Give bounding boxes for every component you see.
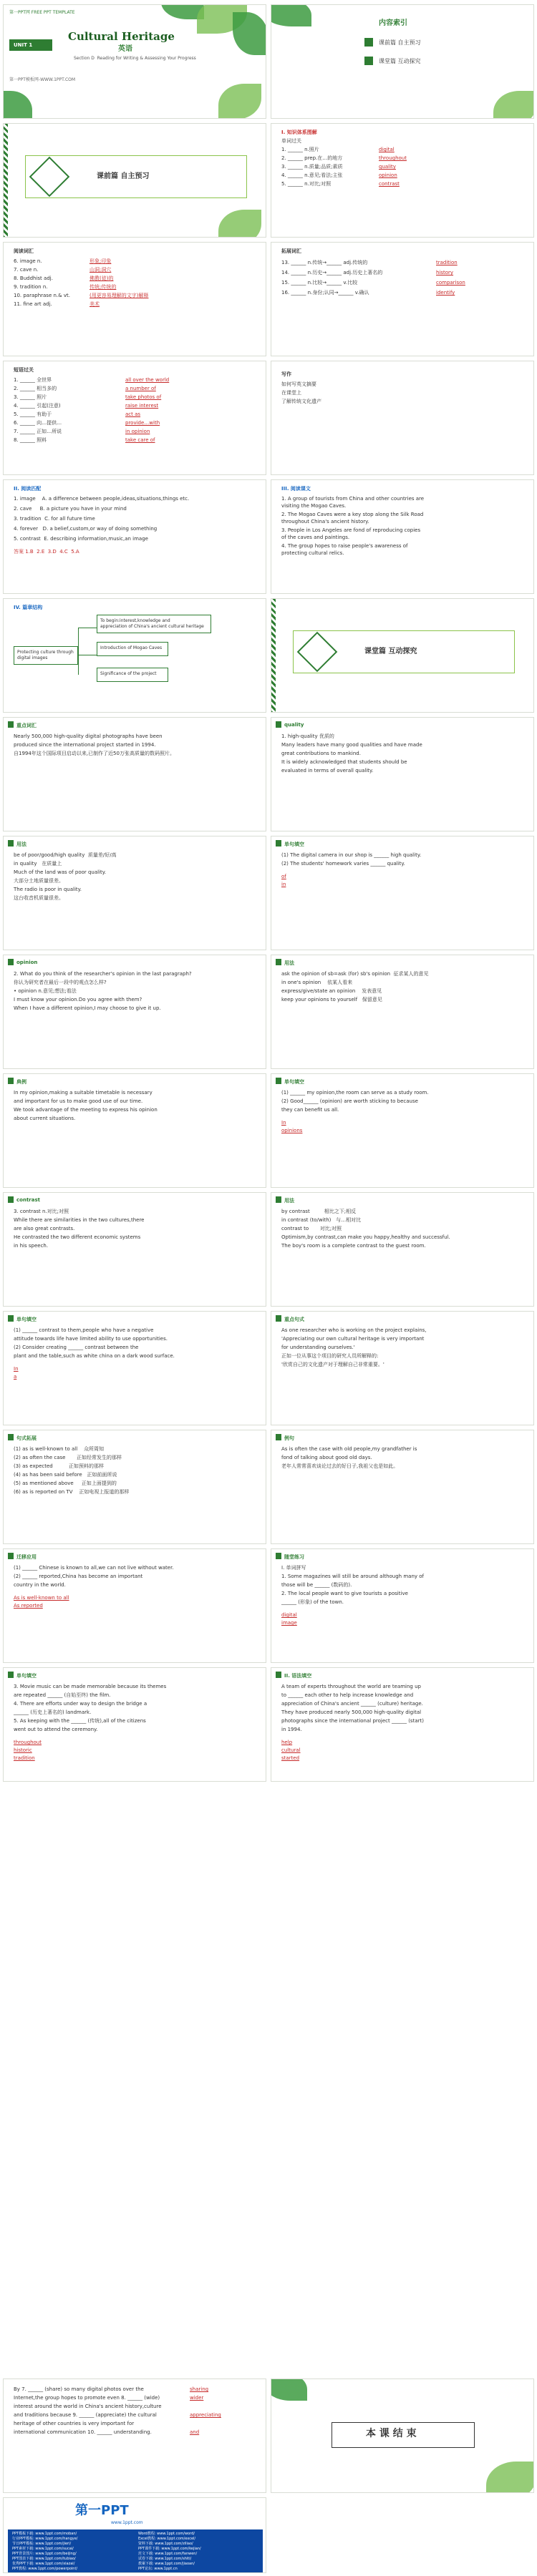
content-slide[interactable]	[271, 1548, 534, 1663]
slide-line: went out to attend the ceremony.	[14, 1727, 98, 1732]
slide-heading: contrast	[16, 1197, 40, 1203]
phrase-line: 2. ______ 相当多的	[14, 386, 57, 391]
toc-slide[interactable]	[271, 4, 534, 119]
slide-line: and important for us to make good use of our time.	[14, 1098, 143, 1104]
words1-answer: digital	[379, 147, 395, 152]
words2-answer: 佛教(徒)的	[90, 275, 114, 281]
heading-marker	[8, 1078, 14, 1084]
ad-links	[8, 2529, 263, 2572]
slide-line: they can benefit us all.	[281, 1107, 339, 1113]
content-slide[interactable]	[271, 955, 534, 1069]
closing-ex-answer: sharing	[190, 2386, 209, 2392]
closing-ex-line: interest around the world in China's ancient history,culture	[14, 2404, 162, 2409]
row-5	[3, 479, 534, 594]
read-line: visiting the Mogao Caves.	[281, 503, 347, 509]
slide-line: We took advantage of the meeting to express his opinion	[14, 1107, 158, 1113]
words1-line: 3. ______ n.质量;品质;素质	[281, 164, 343, 170]
words1-answer: quality	[379, 164, 396, 170]
match-line: 3. tradition C. for all future time	[14, 516, 95, 522]
slide-heading: 例句	[284, 1435, 294, 1441]
section-label: Section D Reading for Writing & Assessing Your Progress	[74, 56, 196, 61]
ad-link[interactable]: 节日PPT模板: www.1ppt.com/jieri/	[12, 2542, 72, 2546]
toc-item-preview[interactable]: 课前篇 自主预习	[379, 39, 421, 46]
words1-answer: opinion	[379, 172, 397, 178]
slide-line: attitude towards life have limited ability to use opportunities.	[14, 1336, 168, 1342]
slide-heading: 单句填空	[284, 1079, 304, 1085]
content-slide[interactable]	[271, 836, 534, 950]
phrase-answer: in opinion	[125, 429, 150, 434]
content-slide[interactable]	[3, 1430, 266, 1544]
answer-text: As is well-known to all	[14, 1595, 69, 1601]
phrase-answer: take photos of	[125, 394, 162, 400]
match-heading: II. 阅读匹配	[14, 486, 42, 492]
words3-answer: tradition	[436, 260, 458, 265]
content-row	[3, 1548, 534, 1663]
content-row	[3, 955, 534, 1069]
slide-line: 这台收音机质量很差。	[14, 895, 64, 901]
row-1	[3, 4, 534, 119]
ad-logo: 第一PPT	[75, 2503, 129, 2518]
slide-heading: 用法	[284, 960, 294, 966]
words3-answer: identify	[436, 290, 455, 296]
slide-line: '欣赏自己的文化遗产对于理解自己非常重要。'	[281, 1362, 384, 1367]
closing-ex-answer: and	[190, 2429, 200, 2435]
read-line: throughout China's ancient history.	[281, 519, 369, 525]
ad-link[interactable]: 教案下载: www.1ppt.com/jiaoan/	[138, 2562, 195, 2566]
toc-item-interact[interactable]: 课堂篇 互动探究	[379, 58, 421, 64]
phrase-line: 6. ______ 向…提供…	[14, 420, 62, 426]
heading-marker	[276, 840, 281, 847]
heading-marker	[276, 1196, 281, 1203]
slide-line: are also great contrasts.	[14, 1226, 75, 1231]
answer-text: opinions	[281, 1128, 303, 1133]
slide-line: to ______ each other to help increase knowledge and	[281, 1692, 414, 1698]
answer-text: in	[281, 882, 286, 887]
slide-heading: opinion	[16, 960, 38, 965]
slide-line: express/give/state an opinion 发表意见	[281, 988, 382, 994]
content-slide[interactable]	[3, 836, 266, 950]
slide-line: 老年人常常喜欢谈论过去的好日子,我祖父也是如此。	[281, 1463, 399, 1469]
writing-line: 如何写英文摘要	[281, 381, 316, 387]
slide-line: He contrasted the two different economic systems	[14, 1234, 141, 1240]
ad-link[interactable]: Excel教程: www.1ppt.com/excel/	[138, 2537, 196, 2541]
preview-title-slide[interactable]	[3, 123, 266, 238]
slide-heading: 单句填空	[16, 1317, 37, 1322]
words1-line: 1. ______ n.照片	[281, 147, 319, 152]
words2-line: 11. fine art adj.	[14, 301, 52, 307]
content-slide[interactable]	[271, 1667, 534, 1782]
phrase-line: 1. ______ 全世界	[14, 377, 52, 383]
phrase-line: 8. ______ 照料	[14, 437, 47, 443]
slide-line: Nearly 500,000 high-quality digital photographs have been	[14, 733, 163, 739]
read-line: 2. The Mogao Caves were a key stop along the Silk Road	[281, 512, 424, 517]
slide-line: I. 单词拼写	[281, 1565, 306, 1571]
map-box-intro: To begin:interest,knowledge and appreciation of China's ancient cultural heritage	[97, 615, 211, 633]
content-slide[interactable]	[3, 955, 266, 1069]
writing-heading: 写作	[281, 371, 291, 377]
slide-line: by contrast 相比之下;相反	[281, 1209, 357, 1214]
slide-line: 1. high-quality 优质的	[281, 733, 334, 739]
read-heading: III. 阅读课文	[281, 486, 311, 492]
unit-label: UNIT 1	[14, 42, 33, 48]
slide-line: great contributions to mankind.	[281, 751, 361, 756]
slide-line: country in the world.	[14, 1582, 66, 1588]
heading-marker	[276, 1434, 281, 1440]
heading-marker	[276, 721, 281, 728]
slide-line: It is widely acknowledged that students should be	[281, 759, 407, 765]
slide-line: (1) as is well-known to all 众所周知	[14, 1446, 105, 1452]
slide-line: They have produced nearly 500,000 high-quality digital	[281, 1709, 422, 1715]
words1-answer: contrast	[379, 181, 400, 187]
answer-text: started	[281, 1755, 300, 1761]
slide-heading: 重点词汇	[16, 723, 37, 728]
answer-text: In	[14, 1366, 19, 1372]
slide-line: for understanding ourselves.'	[281, 1345, 355, 1350]
slide-line: appreciation of China's ancient ______ (culture) heritage.	[281, 1701, 423, 1707]
words2-line: 9. tradition n.	[14, 284, 48, 290]
match-line: 1. image A. a difference between people,ideas,situations,things etc.	[14, 496, 190, 502]
ad-link[interactable]: 资料下载: www.1ppt.com/ziliao/	[138, 2542, 193, 2546]
content-slide[interactable]	[3, 1192, 266, 1307]
slide-line: I must know your opinion.Do you agree with them?	[14, 997, 142, 1002]
phrase-answer: a number of	[125, 386, 156, 391]
slide-line: (2) as often the case 正如经常发生的那样	[14, 1455, 122, 1460]
slide-line: ______ (形象) of the town.	[281, 1599, 344, 1605]
slide-line: 4. There are efforts under way to design the bridge a	[14, 1701, 147, 1707]
ad-link[interactable]: PPT素材下载: www.1ppt.com/sucai/	[12, 2547, 74, 2551]
slide-heading: 重点句式	[284, 1317, 304, 1322]
answer-text: historic	[14, 1747, 32, 1753]
heading-marker	[8, 1196, 14, 1203]
heading-marker	[276, 1315, 281, 1322]
phrase-line: 3. ______ 照片	[14, 394, 47, 400]
slide-line: (5) as mentioned above 正如上面提到的	[14, 1480, 117, 1486]
words2-slide[interactable]	[3, 242, 266, 356]
cover-footer: 第一PPT模板网-WWW.1PPT.COM	[9, 77, 76, 82]
content-slide[interactable]	[3, 717, 266, 831]
heading-marker	[276, 959, 281, 965]
ad-link[interactable]: PPT教程: www.1ppt.com/powerpoint/	[12, 2567, 78, 2571]
ad-link[interactable]: 优秀PPT下载: www.1ppt.com/xiazai/	[12, 2562, 75, 2566]
closing-ex-line: and traditions because 9. ______ (appreciate) the cultural	[14, 2412, 157, 2418]
exercise-continue-slide[interactable]	[3, 2379, 266, 2493]
ad-link[interactable]: 行业PPT模板: www.1ppt.com/hangye/	[12, 2537, 78, 2541]
slide-line: 3. Movie music can be made memorable because its themes	[14, 1684, 167, 1689]
content-slide[interactable]	[271, 1430, 534, 1544]
subject-label: 英语	[118, 45, 132, 53]
answer-text: tradition	[14, 1755, 35, 1761]
words1-sub: 单词过关	[281, 138, 301, 144]
interact-title-slide[interactable]	[271, 598, 534, 713]
slide-line: The boy's room is a complete contrast to the guest room.	[281, 1243, 426, 1249]
slide-heading: 用法	[284, 1198, 294, 1204]
answer-text: help	[281, 1740, 293, 1745]
slide-line: (2) The students' homework varies ______ quality.	[281, 861, 405, 867]
heading-marker	[8, 1672, 14, 1678]
words1-slide[interactable]	[271, 123, 534, 238]
answer-text: a	[14, 1374, 17, 1380]
phrase-line: 5. ______ 有助于	[14, 411, 52, 417]
slide-line: (1) The digital camera in our shop is ______ high quality.	[281, 852, 422, 858]
structure-map-slide[interactable]	[3, 598, 266, 713]
slide-line: in one's opinion 依某人看来	[281, 980, 353, 985]
slide-line: • opinion n.意见;想法;看法	[14, 988, 77, 994]
words2-answer: 传统;传统的	[90, 284, 117, 290]
ad-link[interactable]: PPT模板下载: www.1ppt.com/moban/	[12, 2532, 77, 2536]
phrases-heading: 短语过关	[14, 367, 34, 373]
slide-line: in quality 在质量上	[14, 861, 62, 867]
closing-ex-answer: wider	[190, 2395, 204, 2401]
content-row	[3, 836, 534, 950]
words2-answer: 美术	[90, 301, 100, 307]
content-slide[interactable]	[271, 1311, 534, 1425]
match-line: 4. forever D. a belief,custom,or way of doing something	[14, 526, 158, 532]
phrases-slide[interactable]	[3, 361, 266, 475]
answer-text: As reported	[14, 1603, 43, 1609]
words1-heading: I. 知识体系图解	[281, 130, 317, 135]
phrase-answer: act as	[125, 411, 141, 417]
slide-line: produced since the international project started in 1994.	[14, 742, 156, 748]
phrase-line: 7. ______ 正如…所说	[14, 429, 62, 434]
words3-answer: history	[436, 270, 454, 275]
heading-marker	[8, 1434, 14, 1440]
slide-line: ask the opinion of sb=ask (for) sb's opinion 征求某人的意见	[281, 971, 429, 977]
content-slide[interactable]	[271, 717, 534, 831]
map-box-main: Protecting culture through digital images	[14, 646, 78, 665]
slide-line: in 1994.	[281, 1727, 302, 1732]
row-3	[3, 242, 534, 356]
slide-line: 2. The local people want to give tourists a positive	[281, 1591, 408, 1596]
words3-answer: comparison	[436, 280, 465, 286]
slide-line: those will be ______ (数码的).	[281, 1582, 352, 1588]
slide-line: contrast to 对比;对照	[281, 1226, 342, 1231]
answer-text: cultural	[281, 1747, 301, 1753]
ad-link[interactable]: PPT论坛: www.1ppt.cn	[138, 2567, 178, 2571]
phrase-answer: provide…with	[125, 420, 160, 426]
row-4	[3, 361, 534, 475]
slide-heading: 句式拓展	[16, 1435, 37, 1441]
slide-line: 你认为研究者在最后一段中的观点怎么样?	[14, 980, 107, 985]
slide-line: ______ (历史上著名的) landmark.	[14, 1709, 92, 1715]
brand-text: 第一PPT网 FREE PPT TEMPLATE	[9, 10, 75, 15]
read-line: 1. A group of tourists from China and other countries are	[281, 496, 425, 502]
slide-heading: 单句填空	[16, 1673, 37, 1679]
slide-line: Many leaders have many good qualities and have made	[281, 742, 422, 748]
row-6	[3, 598, 534, 713]
ad-link[interactable]: PPT课件下载: www.1ppt.com/kejian/	[138, 2547, 201, 2551]
heading-marker	[8, 1315, 14, 1322]
slide-heading: 单句填空	[284, 841, 304, 847]
answer-text: throughout	[14, 1740, 42, 1745]
content-slide[interactable]	[271, 1073, 534, 1188]
closing-title: 本 课 结 束	[366, 2428, 417, 2439]
ad-row	[3, 2497, 534, 2573]
match-line: 5. contrast E. describing information,music,an image	[14, 536, 148, 542]
slide-line: (2) Good______ (opinion) are worth sticking to because	[281, 1098, 418, 1104]
read-line: 4. The group hopes to raise people's awareness of	[281, 543, 408, 549]
words3-line: 16. ______ n.身份;认同→______ v.确认	[281, 290, 369, 296]
answer-text: of	[281, 874, 286, 879]
slide-line: are repeated ______ (自始至终) the film.	[14, 1692, 111, 1698]
slide-line: be of poor/good/high quality 质量差/好/高	[14, 852, 117, 858]
read-line: of the caves and paintings.	[281, 535, 350, 540]
read-line: protecting cultural relics.	[281, 550, 344, 556]
content-row	[3, 1192, 534, 1307]
match-slide[interactable]	[3, 479, 266, 594]
slide-heading: 典例	[16, 1079, 26, 1085]
writing-slide[interactable]	[271, 361, 534, 475]
words3-heading: 拓展词汇	[281, 248, 301, 254]
closing-ex-line: heritage of other countries is very important for	[14, 2421, 135, 2426]
slide-line: plant and the table,such as white china on a dark wood surface.	[14, 1353, 175, 1359]
words2-line: 6. image n.	[14, 258, 42, 264]
slide-line: When I have a different opinion,I may choose to give it up.	[14, 1005, 161, 1011]
slide-line: 1. Some magazines will still be around although many of	[281, 1574, 425, 1579]
slide-line: about current situations.	[14, 1116, 76, 1121]
ad-link[interactable]: 试卷下载: www.1ppt.com/shiti/	[138, 2557, 192, 2561]
content-row	[3, 1073, 534, 1188]
writing-line: 在课堂上	[281, 390, 301, 396]
slide-line: (3) as expected 正如预料的那样	[14, 1463, 104, 1469]
content-slide[interactable]	[271, 1192, 534, 1307]
words3-line: 14. ______ n.历史→______ adj.历史上著名的	[281, 270, 383, 275]
slide-line: A team of experts throughout the world are teaming up	[281, 1684, 421, 1689]
words2-answer: 山洞;洞穴	[90, 267, 112, 273]
writing-line: 了解传统文化遗产	[281, 399, 321, 404]
content-row	[3, 1311, 534, 1425]
slide-line: in contrast (to/with) 与…相对比	[281, 1217, 362, 1223]
content-row	[3, 1667, 534, 1782]
match-answer: 答案 1.B 2.E 3.D 4.C 5.A	[14, 549, 79, 555]
heading-marker	[8, 840, 14, 847]
slide-line: 5. As keeping with the ______ (传统),all of the citizens	[14, 1718, 146, 1724]
content-row	[3, 717, 534, 831]
slide-line: 'Appreciating our own cultural heritage is very important	[281, 1336, 425, 1342]
slide-line: keep your opinions to yourself 保留意见	[281, 997, 382, 1002]
phrase-answer: take care of	[125, 437, 155, 443]
interact-title: 课堂篇 互动探究	[364, 648, 417, 655]
preview-title: 课前篇 自主预习	[97, 172, 150, 180]
slide-line: evaluated in terms of overall quality.	[281, 768, 374, 774]
read-line: 3. People in Los Angeles are fond of reproducing copies	[281, 527, 421, 533]
slide-line: photographs since the international project ______ (start)	[281, 1718, 424, 1724]
slide-heading: II. 语法填空	[284, 1673, 312, 1679]
slide-line: in his speech.	[14, 1243, 49, 1249]
answer-text: image	[281, 1620, 297, 1626]
content-row	[3, 1430, 534, 1544]
slide-line: In my opinion,making a suitable timetable is necessary	[14, 1090, 153, 1096]
slide-line: As is often the case with old people,my grandfather is	[281, 1446, 417, 1452]
slide-line: Optimism,by contrast,can make you happy,healthy and successful.	[281, 1234, 450, 1240]
map-box-significance: Significance of the project	[97, 668, 168, 682]
slide-line: Much of the land was of poor quality.	[14, 869, 107, 875]
slide-heading: 随堂练习	[284, 1554, 304, 1560]
slide-heading: 迁移应用	[16, 1554, 37, 1560]
words1-line: 2. ______ prep.在…的地方	[281, 155, 343, 161]
closing-slide[interactable]	[271, 2379, 534, 2493]
ad-slide[interactable]	[3, 2497, 266, 2573]
closing-ex-line: By 7. ______ (share) so many digital photos over the	[14, 2386, 144, 2392]
closing-ex-line: Internet,the group hopes to promote even 8. ______ (wide)	[14, 2395, 160, 2401]
slide-line: While there are similarities in the two cultures,there	[14, 1217, 145, 1223]
heading-marker	[8, 1553, 14, 1559]
closing-ex-line: international communication 10. ______ understanding.	[14, 2429, 152, 2435]
slide-line: fond of talking about good old days.	[281, 1455, 372, 1460]
answer-text: In	[281, 1120, 286, 1126]
slide-line: 3. contrast n.对比;对照	[14, 1209, 69, 1214]
words2-line: 10. paraphrase n.& vt.	[14, 293, 70, 298]
closing-ex-answer: appreciating	[190, 2412, 221, 2418]
reading-slide[interactable]	[271, 479, 534, 594]
content-slide[interactable]	[3, 1073, 266, 1188]
slide-line: (2) Consider creating ______ contrast between the	[14, 1345, 139, 1350]
ad-url[interactable]: www.1ppt.com	[111, 2520, 143, 2525]
row-2	[3, 123, 534, 238]
content-slide[interactable]	[3, 1548, 266, 1663]
words2-answer: (用更容易理解的文字)解释	[90, 293, 149, 298]
ad-link[interactable]: Word教程: www.1ppt.com/word/	[138, 2532, 195, 2536]
slide-line: (6) as is reported on TV 正如电视上报道的那样	[14, 1489, 130, 1495]
cover-slide[interactable]	[3, 4, 266, 119]
slide-line: (1) ______ my opinion,the room can serve as a study room.	[281, 1090, 429, 1096]
cover-title: Cultural Heritage	[68, 30, 175, 43]
slide-line: (1) ______ contrast to them,people who have a negative	[14, 1327, 154, 1333]
row-closing	[3, 2379, 534, 2493]
words3-line: 15. ______ n.比较→______ v.比较	[281, 280, 358, 286]
phrase-line: 4. ______ 引起(注意)	[14, 403, 61, 409]
slide-line: 大部分土地质量很差。	[14, 878, 64, 884]
slide-line: As one researcher who is working on the project explains,	[281, 1327, 427, 1333]
content-slide[interactable]	[3, 1311, 266, 1425]
slide-line: 自1994年这个国际项目启动以来,已制作了近50万张高质量的数码照片。	[14, 751, 175, 756]
heading-marker	[276, 1672, 281, 1678]
heading-marker	[8, 959, 14, 965]
map-box-caves: Introduction of Mogao Caves	[97, 642, 168, 656]
slide-line: 正如一位从事这个项目的研究人员所解释的:	[281, 1353, 379, 1359]
toc-title: 内容索引	[379, 19, 407, 27]
heading-marker	[276, 1078, 281, 1084]
words1-line: 5. ______ n.对比;对照	[281, 181, 332, 187]
ad-link[interactable]: 范文下载: www.1ppt.com/fanwen/	[138, 2552, 198, 2556]
slide-line: 2. What do you think of the researcher's opinion in the last paragraph?	[14, 971, 192, 977]
words2-line: 7. cave n.	[14, 267, 39, 273]
slide-line: (2) ______ reported,China has become an important	[14, 1574, 143, 1579]
ad-link[interactable]: PPT背景图片: www.1ppt.com/beijing/	[12, 2552, 77, 2556]
match-line: 2. cave B. a picture you have in your mind	[14, 506, 127, 512]
heading-marker	[8, 721, 14, 728]
words1-answer: throughout	[379, 155, 407, 161]
map-heading: IV. 篇章结构	[14, 605, 43, 610]
slide-line: (1) ______ Chinese is known to all,we can not live without water.	[14, 1565, 174, 1571]
heading-marker	[276, 1553, 281, 1559]
ad-link[interactable]: PPT图表下载: www.1ppt.com/tubiao/	[12, 2557, 76, 2561]
words2-heading: 阅读词汇	[14, 248, 34, 254]
slide-heading: 用法	[16, 841, 26, 847]
slide-heading: quality	[284, 722, 304, 728]
phrase-answer: raise interest	[125, 403, 159, 409]
slide-line: The radio is poor in quality.	[14, 887, 82, 892]
phrase-answer: all over the world	[125, 377, 170, 383]
slide-line: (4) as has been said before 正如前面所说	[14, 1472, 117, 1478]
words3-slide[interactable]	[271, 242, 534, 356]
content-slide[interactable]	[3, 1667, 266, 1782]
words1-line: 4. ______ n.意见;看法;主张	[281, 172, 343, 178]
words2-line: 8. Buddhist adj.	[14, 275, 53, 281]
words3-line: 13. ______ n.传统→______ adj.传统的	[281, 260, 368, 265]
answer-text: digital	[281, 1612, 297, 1618]
words2-answer: 形象;印象	[90, 258, 112, 264]
